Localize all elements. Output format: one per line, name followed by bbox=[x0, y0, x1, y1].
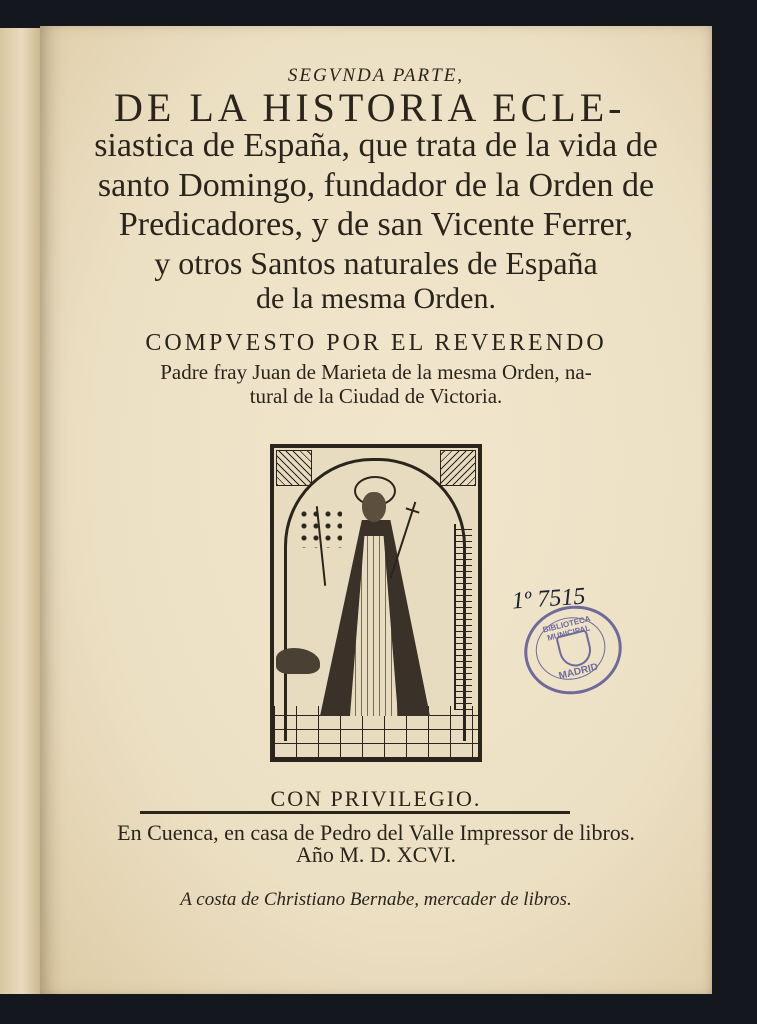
title-line-3: santo Domingo, fundador de la Orden de bbox=[97, 167, 655, 204]
corner-ornament-left bbox=[276, 450, 312, 486]
costa-line: A costa de Christiano Bernabe, mercader de libros. bbox=[180, 889, 572, 910]
facing-page-edge bbox=[0, 28, 40, 994]
title-line-2: siastica de España, que trata de la vida de bbox=[94, 127, 658, 164]
corner-ornament-right bbox=[440, 450, 476, 486]
stamp-bottom-text: MADRID bbox=[557, 661, 600, 683]
privilege-line: CON PRIVILEGIO. bbox=[270, 786, 482, 811]
divider-rule bbox=[140, 811, 570, 814]
handwritten-shelfmark: 1º 7515 bbox=[511, 583, 587, 615]
lily-icon bbox=[298, 508, 342, 548]
saint-head bbox=[362, 492, 386, 522]
author-line-3: tural de la Ciudad de Victoria. bbox=[249, 384, 503, 408]
subtitle-segunda-parte: SEGVNDA PARTE, bbox=[287, 65, 465, 86]
title-line-4: Predicadores, y de san Vicente Ferrer, bbox=[118, 206, 634, 243]
imprint-line-1: En Cuenca, en casa de Pedro del Valle Impressor de libros. bbox=[117, 820, 635, 845]
main-title-line: DE LA HISTORIA ECLE- bbox=[114, 85, 626, 130]
title-line-5: y otros Santos naturales de España bbox=[154, 245, 598, 281]
title-page bbox=[40, 26, 712, 994]
author-line-2: Padre fray Juan de Marieta de la mesma Orden, na- bbox=[160, 360, 592, 384]
title-line-6: de la mesma Orden. bbox=[256, 282, 496, 315]
saint-woodcut-illustration bbox=[270, 444, 482, 762]
stamp-top-text: BIBLIOTECA MUNICIPAL bbox=[541, 614, 592, 643]
pillar bbox=[454, 524, 472, 710]
imprint-year: Año M. D. XCVI. bbox=[295, 842, 457, 867]
author-heading: COMPVESTO POR EL REVERENDO bbox=[145, 330, 607, 356]
